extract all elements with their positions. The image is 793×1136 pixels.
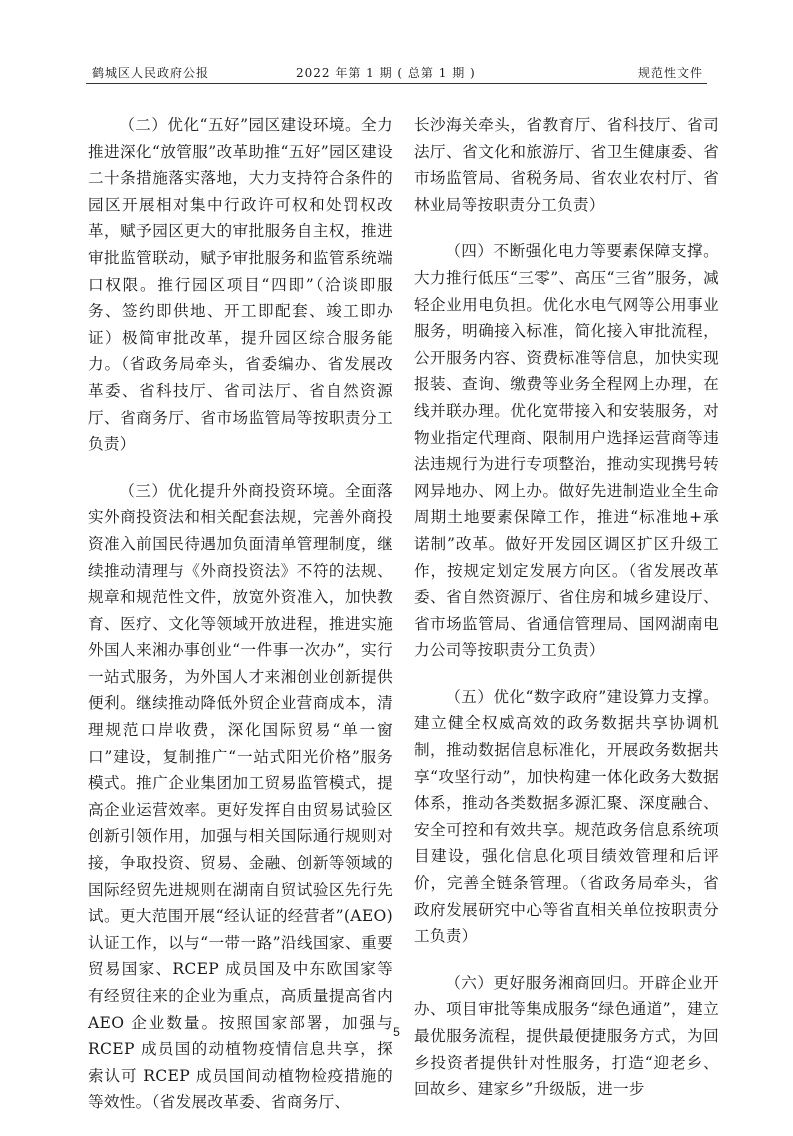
page-number: 5 (393, 1025, 400, 1039)
paragraph-2: （二）优化“五好”园区建设环境。全力推进深化“放管服”改革助推“五好”园区建设二十条措施落实落地，大力支持符合条件的园区开展相对集中行政许可权和处罚权改革，赋予园区更大的审批服务自主权，推进审批监管联动，赋予审批服务和监管系统端口权限。推行园区项目“四即”（洽谈即服务、签约即供地、开工即配套、竣工即办证）极简审批改革，提升园区综合服务能力。（省政务局牵头，省委编办、省发展改革委、省科技厅、省司法厅、省自然资源厅、省商务厅、省市场监管局等按职责分工负责） (88, 116, 393, 454)
paragraph-5: （五）优化“数字政府”建设算力支撑。建立健全权威高效的政务数据共享协调机制，推动数据信息标准化，开展政务数据共享“攻坚行动”，加快构建一体化政务大数据体系，推动各类数据多源汇聚、深度融合、安全可控和有效共享。规范政务信息系统项目建设，强化信息化项目绩效管理和后评价，完善全链条管理。（省政务局牵头，省政府发展研究中心等省直相关单位按职责分工负责） (414, 687, 719, 946)
publication-title: 鹤城区人民政府公报 (92, 66, 210, 80)
issue-label: 2022 年第 1 期 ( 总第 1 期 ) (296, 66, 476, 80)
paragraph-3: （三）优化提升外商投资环境。全面落实外商投资法和相关配套法规，完善外商投资准入前国民待遇加负面清单管理制度，继续推动清理与《外商投资法》不符的法规、规章和规范性文件，放宽外资准入，加快教育、医疗、文化等领域开放进程，推进实施外国人来湘办事创业“一件事一次办”，实行一站式服务，为外国人才来湘创业创新提供便利。继续推动降低外贸企业营商成本，清理规范口岸收费，深化国际贸易“单一窗口”建设，复制推广“一站式阳光价格”服务模式。推广企业集团加工贸易监管模式，提高企业运营效率。更好发挥自由贸易试验区创新引领作用，加强与相关国际通行规则对接，争取投资、贸易、金融、创新等领域的国际经贸先进规则在湖南自贸试验区先行先试。更大范围开展“经认证的经营者”(AEO)认证工作，以与“一带一路”沿线国家、重要贸易国家、RCEP 成员国及中东欧国家等有经贸往来的企业为重点，高质量提高省内 AEO 企业数量。按照国家部署，加强与 RCEP 成员国的动植物疫情信息共享，探索认可 RCEP 成员国间动植物检疫措施的等效性。（省发展改革委、省商务厅、 (88, 481, 393, 1112)
page-header (86, 62, 707, 82)
left-column (88, 112, 393, 1136)
header-divider (86, 83, 707, 84)
paragraph-3-continuation: 长沙海关牵头，省教育厅、省科技厅、省司法厅、省文化和旅游厅、省卫生健康委、省市场监管局、省税务局、省农业农村厅、省林业局等按职责分工负责） (414, 116, 719, 214)
document-category: 规范性文件 (637, 66, 703, 80)
paragraph-4: （四）不断强化电力等要素保障支撑。大力推行低压“三零”、高压“三省”服务，减轻企业用电负担。优化水电气网等公用事业服务，明确接入标准，简化接入审批流程，公开服务内容、资费标准等信息，加快实现报装、查询、缴费等业务全程网上办理，在线并联办理。优化宽带接入和安装服务，对物业指定代理商、限制用户选择运营商等违法违规行为进行专项整治，推动实现携号转网异地办、网上办。做好先进制造业全生命周期土地要素保障工作，推进“标准地+承诺制”改革。做好开发园区调区扩区升级工作，按规定划定发展方向区。（省发展改革委、省自然资源厅、省住房和城乡建设厅、省市场监管局、省通信管理局、国网湖南电力公司等按职责分工负责） (414, 242, 719, 660)
paragraph-6: （六）更好服务湘商回归。开辟企业开办、项目审批等集成服务“绿色通道”，建立最优服务流程，提供最便捷服务方式，为回乡投资者提供针对性服务，打造“迎老乡、回故乡、建家乡”升级版，进一步 (414, 973, 719, 1099)
right-column (414, 112, 719, 1123)
